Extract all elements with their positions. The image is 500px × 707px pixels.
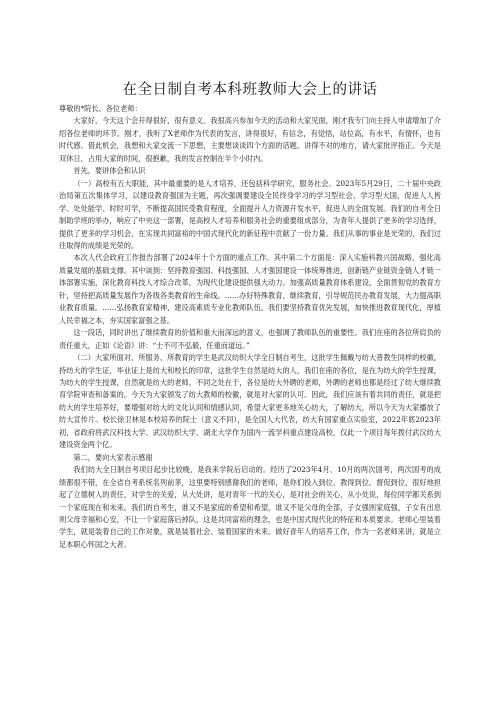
paragraph: 本次人代会政府工作报告部署了2024年十个方面的重点工作。其中第二个方面是：深入实施科教兴国战略，强化高质量发展的基础支撑。其中谈到：坚持教育强国、科技强国、人才强国建设一体统筹推进，创新链产业链资金链人才链一体部署实施，深化教育科技人才综合改革，为现代化建设提供强大动力。加强高质量教育体系建设，全面贯彻党的教育方针，坚持把高质量发展作为各级各类教育的生命线。……办好特殊教育、继续教育，引导规范民办教育发展，大力提高职业教育质量。……弘扬教育家精神，建设高素质专业化教师队伍。我们要坚持教育优先发展，加快推进教育现代化，厚植人民幸福之本，夯实国家富强之基。 bbox=[59, 253, 441, 325]
section-heading: 第二，要向大家表示感谢 bbox=[73, 452, 153, 462]
salutation: 尊敬的*院长、各位老师： bbox=[59, 104, 142, 113]
paragraph: 这一段话，同时讲出了继续教育的价值和重大而深远的意义，也强调了教师队伍的重要性。我们在座的各位所肩负的责任重大，正如《论语》讲：“士不可不弘毅，任重而道远。” bbox=[59, 328, 441, 350]
section-heading: 首先，要讲体会和认识 bbox=[73, 166, 146, 176]
paragraph: 大家好，今天这个会开得很好，很有意义。我很高兴参加今天的活动和大家见面，刚才我专门向主持人申请增加了介绍各位老师的环节。刚才，我听了X老师作为代表的发言，讲得很好，有信念，有觉悟，站位高，有水平，有情怀，也有时代感。借此机会，我想和大家交流一下思想，主要想谈谈四个方面的话题。讲得不对的地方，请大家批评指正。今天是双休日，占用大家的时间，很抱歉，我的发言控制在半个小时内。 bbox=[59, 116, 441, 163]
document-title: 在全日制自考本科班教师大会上的讲话 bbox=[122, 82, 378, 98]
paragraph: （一）高校有五大职能，其中最重要的是人才培养，还包括科学研究，服务社会。2023年5月29日，二十届中央政治局第五次集体学习，以建设教育强国为主题，再次强调要建设全民终身学习的学习型社会、学习型大国，促进人人皆学、处处能学、时时可学，不断提高国民受教育程度，全面提升人力资源开发水平，促进人的全面发展。我们的自考全日制助学班的举办，响应了中央这一部署，是高校人才培养和服务社会的重要组成部分，为青年人提供了更多的学习选择，提供了更多的学习机会，在实现共同富裕的中国式现代化的新征程中贡献了一份力量。我们从事的事业是光荣的，我们过往取得的成绩是光荣的。 bbox=[59, 178, 441, 250]
paragraph: （二）大家所面对、所服务、所教育的学生是武汉纺织大学全日制自考生，这批学生佩戴与纺大普教生同样的校徽，持纺大的学生证，毕业证上是纺大和校长的印章，这批学生自然是纺大的人，我们在座的各位，是在为纺大的学生授课，为纺大的学生授课，自然就是纺大的老师，不同之处在于，各位是纺大外聘的老师，外聘的老师也都是经过了纺大继续教育学院审查和备案的。今天为大家颁发了纺大教师的校徽，就是对大家的认可。因此，我们应该有着共同的责任，就是把纺大的学生培养好，要增强对纺大的文化认同和情感认同，希望大家更多地关心纺大，了解纺大，所以今天为大家播放了纺大宣传片。校长徐卫林是本校培养的院士（意义不同），是全国人大代表，纺大有国家重点实验室，2022年底2023年初，省政府将武汉科技大学、武汉纺织大学、湖北大学作为国内一流学科重点建设高校，仅此一个项目每年拨付武汉纺大建设资金两个亿。 bbox=[59, 353, 441, 450]
paragraph: 我们纺大全日制自考项目起步比较晚，是我来学院后启动的。经历了2023年4月、10月的两次国考，两次国考的成绩都很不错，在全省自考系统名列前茅，这里要特别感谢我们的老师，是你们投入到位、教得到位、督促到位，很好地担起了立德树人的责任，对学生的关爱，从大处讲，是对青年一代的关心，是对社会的关心，从小处说，每位同学都关系到一个家庭现在和未来。我们的自考生，谁又不是家庭的希望和希望，谁又不是父母的全部，子女强则家庭强，子女有出息则父母幸福和心安，不让一个家庭落后掉队，这是共同富裕的理念，也是中国式现代化的特征和本质要求。老师心里装着学生，就是装着自己的工作对象，就是装着社会、装着国家的未来。做好青年人的培养工作，作为一名老师来讲，就是立足本职心怀国之大者。 bbox=[59, 465, 441, 549]
document-body bbox=[59, 103, 441, 551]
